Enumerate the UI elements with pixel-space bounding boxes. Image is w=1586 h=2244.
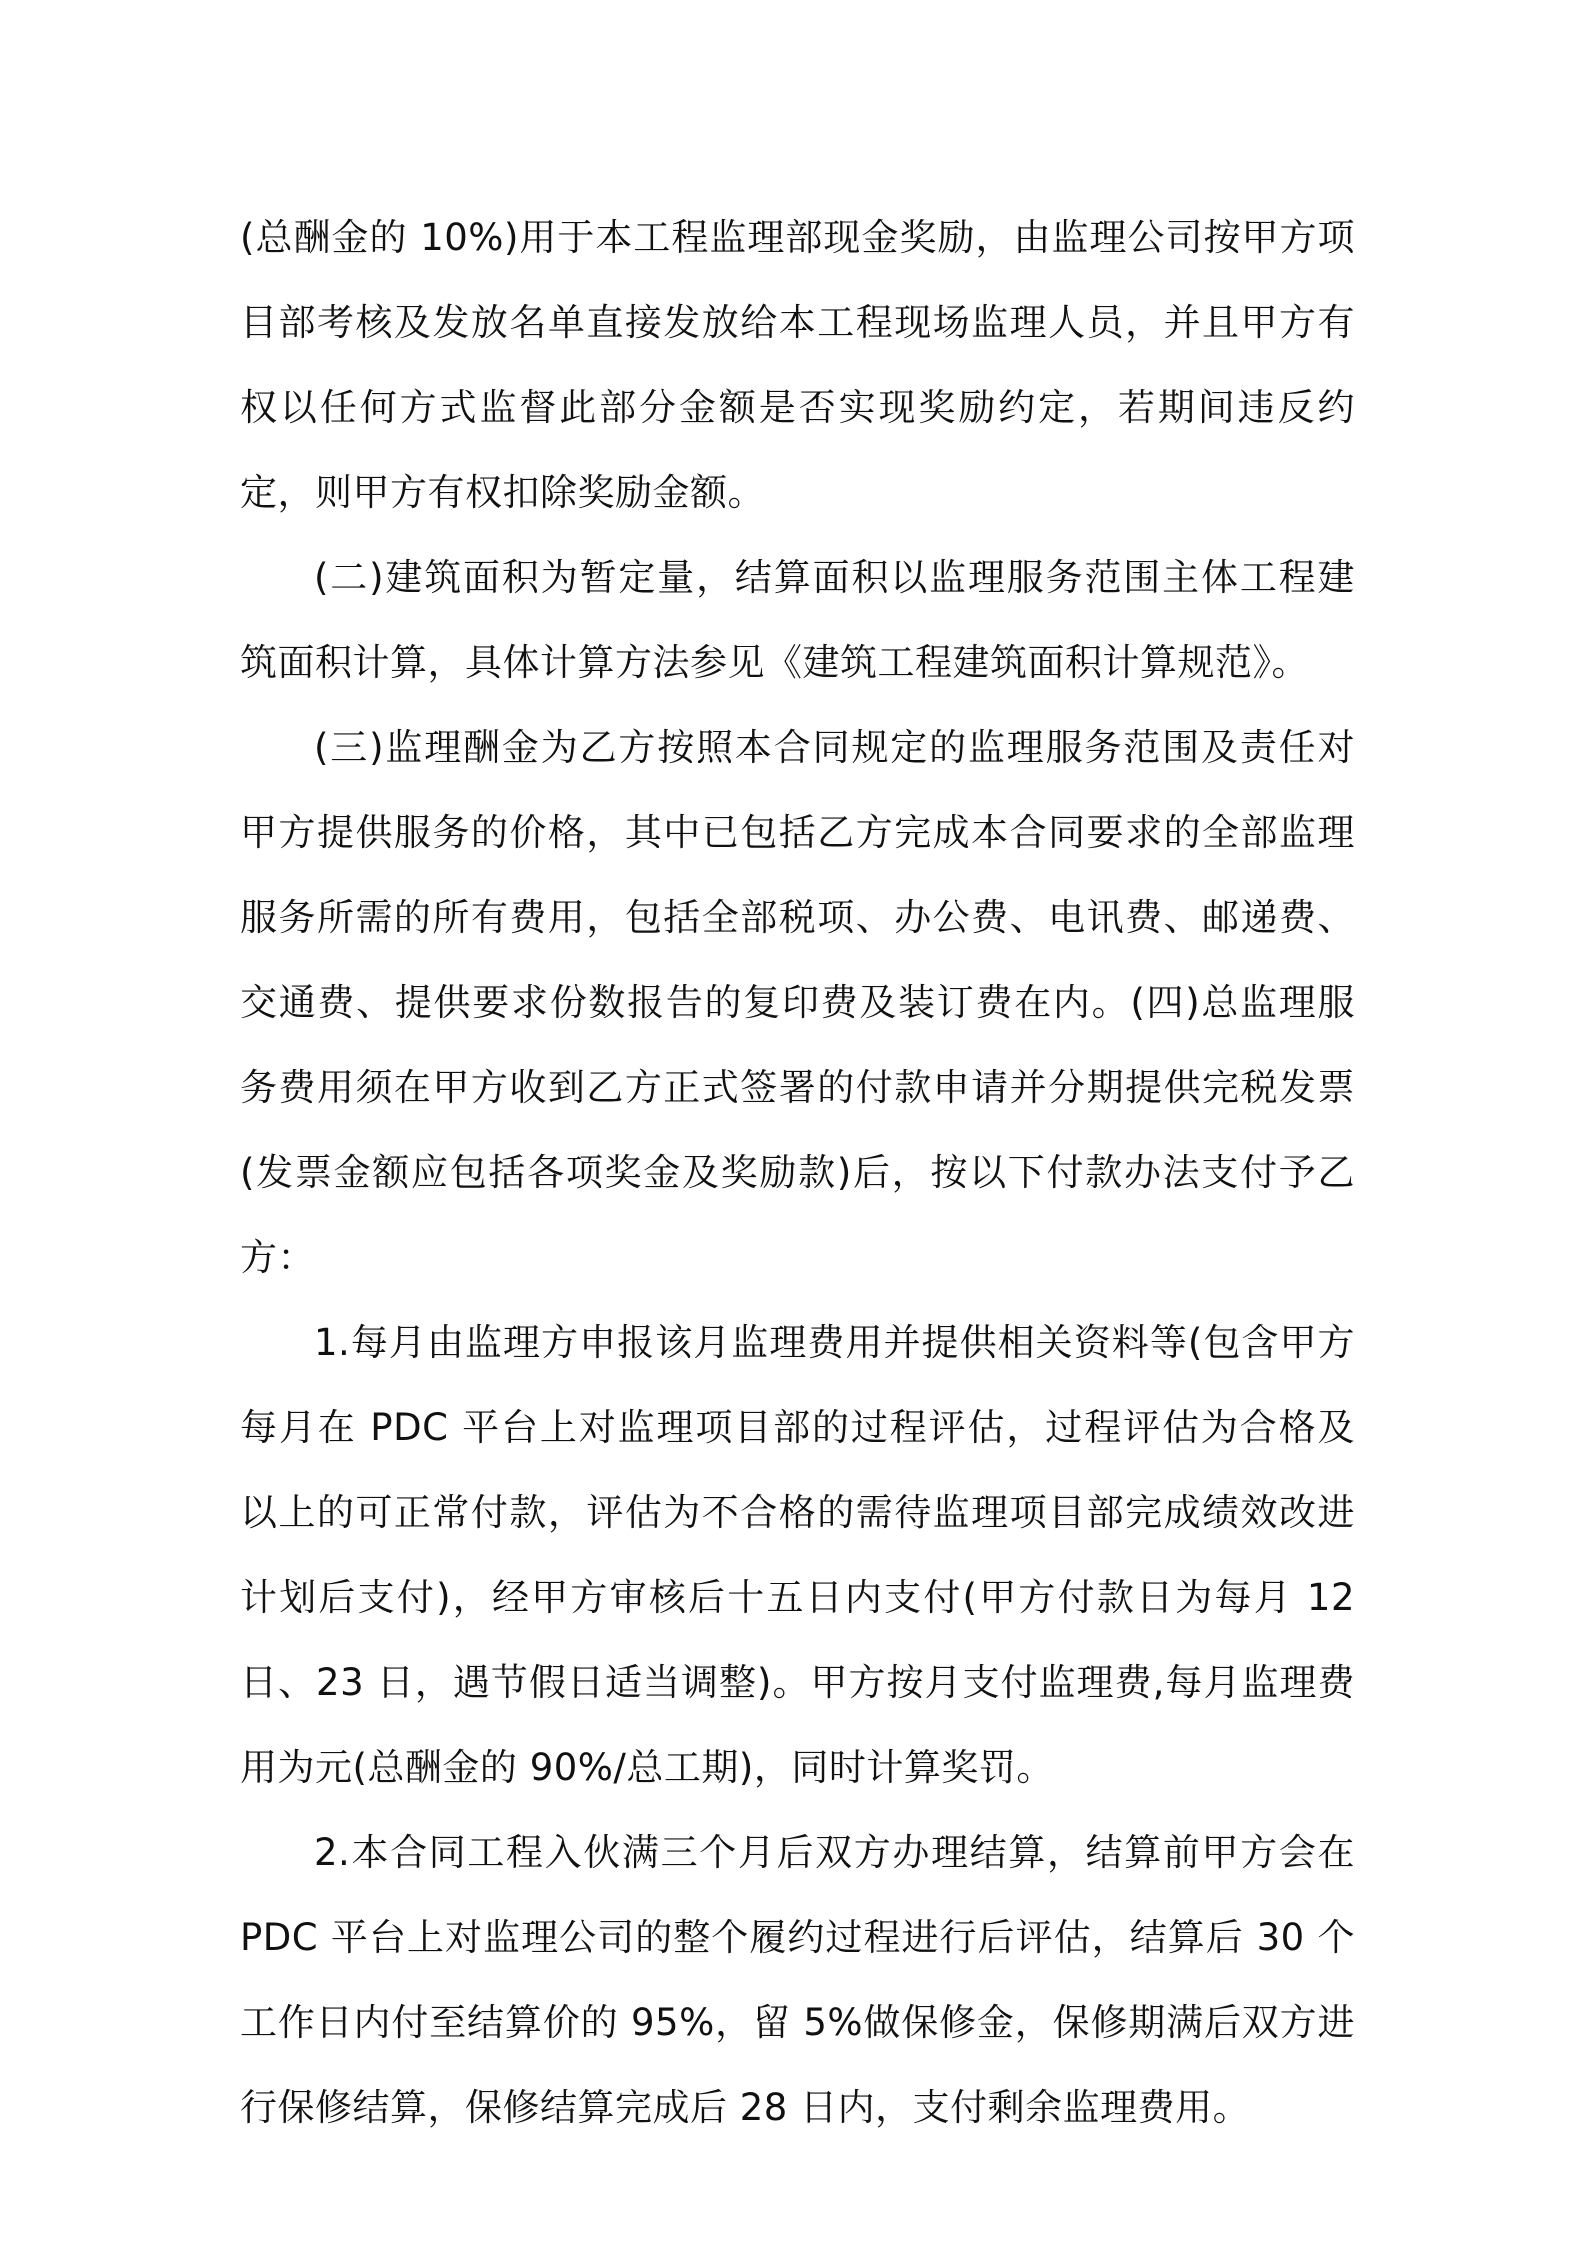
paragraph-supervision-fee: (三)监理酬金为乙方按照本合同规定的监理服务范围及责任对甲方提供服务的价格，其中已包括乙方完成本合同要求的全部监理服务所需的所有费用，包括全部税项、办公费、电讯费、邮递费、交通费、提供要求份数报告的复印费及装订费在内。(四)总监理服务费用须在甲方收到乙方正式签署的付款申请并分期提供完税发票(发票金额应包括各项奖金及奖励款)后，按以下付款办法支付予乙方：	[240, 726, 1355, 1279]
paragraph-building-area: (二)建筑面积为暂定量，结算面积以监理服务范围主体工程建筑面积计算，具体计算方法参见《建筑工程建筑面积计算规范》。	[240, 556, 1355, 684]
paragraph-monthly-payment: 1.每月由监理方申报该月监理费用并提供相关资料等(包含甲方每月在 PDC 平台上对监理项目部的过程评估，过程评估为合格及以上的可正常付款，评估为不合格的需待监理项目部完成绩效改进计划后支付)，经甲方审核后十五日内支付(甲方付款日为每月 12 日、23 日，遇节假日适当调整)。甲方按月支付监理费,每月监理费用为元(总酬金的 90%/总工期)，同时计算奖罚。	[240, 1321, 1355, 1789]
paragraph-settlement: 2.本合同工程入伙满三个月后双方办理结算，结算前甲方会在 PDC 平台上对监理公司的整个履约过程进行后评估，结算后 30 个工作日内付至结算价的 95%，留 5%做保修金，保修期满后双方进行保修结算，保修结算完成后 28 日内，支付剩余监理费用。	[240, 1831, 1355, 2129]
paragraph-reward-clause: (总酬金的 10%)用于本工程监理部现金奖励，由监理公司按甲方项目部考核及发放名单直接发放给本工程现场监理人员，并且甲方有权以任何方式监督此部分金额是否实现奖励约定，若期间违反约定，则甲方有权扣除奖励金额。	[240, 216, 1355, 514]
document-body	[240, 195, 1355, 2150]
